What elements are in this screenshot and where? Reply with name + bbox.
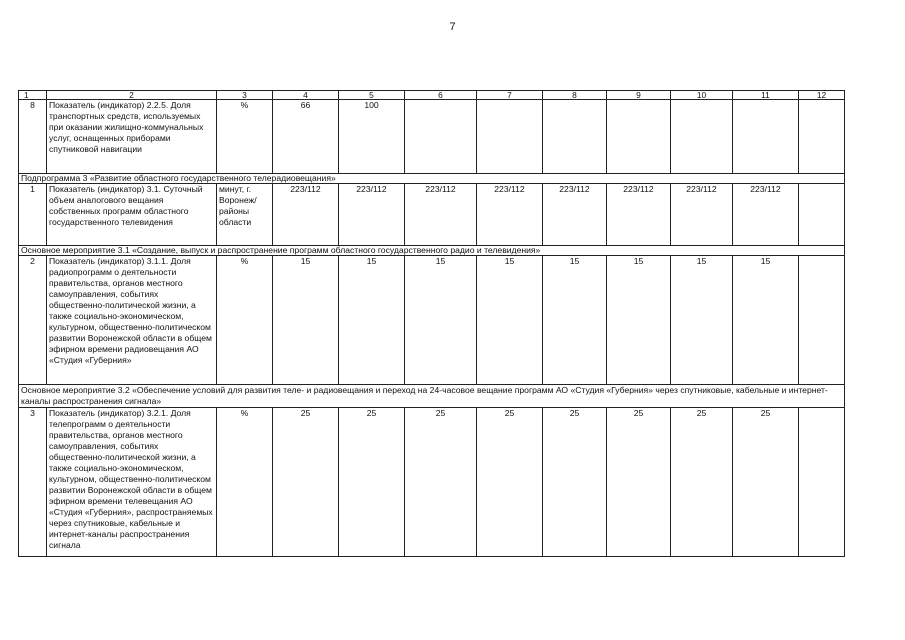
- value-cell: 223/112: [671, 184, 733, 246]
- value-cell: 25: [405, 408, 477, 557]
- value-cell: [733, 100, 799, 174]
- value-cell: 25: [273, 408, 339, 557]
- value-cell: 223/112: [607, 184, 671, 246]
- value-cell: 223/112: [339, 184, 405, 246]
- value-cell: 66: [273, 100, 339, 174]
- value-cell: 25: [339, 408, 405, 557]
- value-cell: [607, 100, 671, 174]
- indicator-row: [19, 184, 845, 246]
- value-cell: [405, 100, 477, 174]
- column-number: 4: [273, 91, 339, 100]
- column-number: 8: [543, 91, 607, 100]
- column-number: 12: [799, 91, 845, 100]
- column-number: 6: [405, 91, 477, 100]
- value-cell: 15: [339, 256, 405, 385]
- row-number: 8: [19, 100, 47, 174]
- section-row: [19, 174, 845, 184]
- value-cell: [799, 184, 845, 246]
- column-number: 5: [339, 91, 405, 100]
- column-number: 3: [217, 91, 273, 100]
- value-cell: 15: [607, 256, 671, 385]
- value-cell: 15: [273, 256, 339, 385]
- value-cell: 223/112: [273, 184, 339, 246]
- value-cell: [543, 100, 607, 174]
- value-cell: 15: [671, 256, 733, 385]
- value-cell: 25: [543, 408, 607, 557]
- indicators-table: [18, 90, 845, 557]
- page-number: 7: [449, 21, 456, 33]
- subprogram-title: Подпрограмма 3 «Развитие областного государственного телерадиовещания»: [19, 174, 845, 184]
- value-cell: [671, 100, 733, 174]
- indicator-row: [19, 256, 845, 385]
- column-number: 7: [477, 91, 543, 100]
- column-number: 2: [47, 91, 217, 100]
- row-number: 1: [19, 184, 47, 246]
- unit-cell: %: [217, 256, 273, 385]
- activity-title: Основное мероприятие 3.2 «Обеспечение условий для развития теле- и радиовещания и переход на 24-часовое вещание программ АО «Студия «Губерния» через спутниковые, кабельные и интернет-каналы распространения сигнала»: [19, 385, 845, 408]
- value-cell: 223/112: [733, 184, 799, 246]
- row-number: 2: [19, 256, 47, 385]
- column-number: 9: [607, 91, 671, 100]
- column-number: 1: [19, 91, 47, 100]
- value-cell: 15: [733, 256, 799, 385]
- value-cell: [799, 100, 845, 174]
- column-number: 10: [671, 91, 733, 100]
- activity-title: Основное мероприятие 3.1 «Создание, выпуск и распространение программ областного государственного радио и телевидения»: [19, 246, 845, 256]
- value-cell: 15: [477, 256, 543, 385]
- value-cell: [799, 256, 845, 385]
- value-cell: 15: [405, 256, 477, 385]
- value-cell: 15: [543, 256, 607, 385]
- unit-cell: %: [217, 408, 273, 557]
- value-cell: [799, 408, 845, 557]
- value-cell: 223/112: [543, 184, 607, 246]
- row-number: 3: [19, 408, 47, 557]
- value-cell: 223/112: [405, 184, 477, 246]
- value-cell: 25: [671, 408, 733, 557]
- value-cell: 223/112: [477, 184, 543, 246]
- value-cell: 25: [733, 408, 799, 557]
- indicator-name: Показатель (индикатор) 3.2.1. Доля телепрограмм о деятельности правительства, органов местного самоуправления, событиях общественно-политической жизни, а также социально-экономическом, культурном, общественно-политическом развитии Воронежской области в общем эфирном времени телевещания АО «Студия «Губерния», распространяемых через спутниковые, кабельные и интернет-каналы распространения сигнала: [47, 408, 217, 557]
- indicator-name: Показатель (индикатор) 2.2.5. Доля транспортных средств, используемых при оказании жилищно-коммунальных услуг, оснащенных приборами спутниковой навигации: [47, 100, 217, 174]
- section-row: [19, 385, 845, 408]
- indicator-row: [19, 408, 845, 557]
- value-cell: 25: [607, 408, 671, 557]
- value-cell: 100: [339, 100, 405, 174]
- unit-cell: минут, г. Воронеж/ районы области: [217, 184, 273, 246]
- value-cell: [477, 100, 543, 174]
- unit-cell: %: [217, 100, 273, 174]
- column-number-row: [19, 91, 845, 100]
- indicator-name: Показатель (индикатор) 3.1. Суточный объем аналогового вещания собственных программ областного государственного телевидения: [47, 184, 217, 246]
- column-number: 11: [733, 91, 799, 100]
- value-cell: 25: [477, 408, 543, 557]
- indicator-row: [19, 100, 845, 174]
- section-row: [19, 246, 845, 256]
- indicator-name: Показатель (индикатор) 3.1.1. Доля радиопрограмм о деятельности правительства, органов местного самоуправления, событиях общественно-политической жизни, а также социально-экономическом, культурном, общественно-политическом развитии Воронежской области в общем эфирном времени радиовещания АО «Студия «Губерния»: [47, 256, 217, 385]
